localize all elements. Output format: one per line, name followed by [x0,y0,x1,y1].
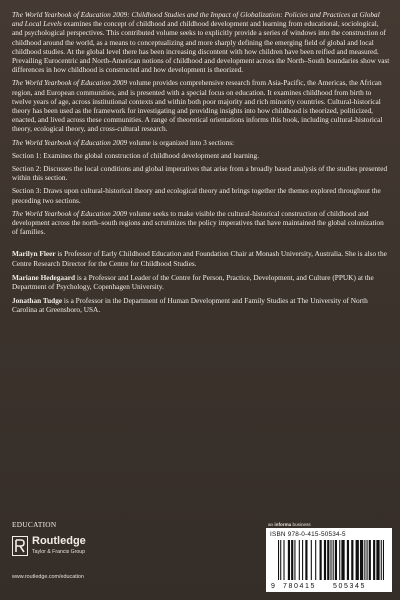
barcode-bar [288,540,290,580]
barcode-bar [360,540,363,580]
publisher-group: Taylor & Francis Group [32,549,86,555]
barcode-bar [280,540,281,580]
barcode-bar [305,540,307,580]
routledge-r-icon [12,536,28,556]
publisher-name: Routledge [32,535,86,547]
description-paragraph-4: The World Yearbook of Education 2009 volume seeks to make visible the cultural-historical construction of childhood and development across the north–south regions and scrutinizes the policy imperatives that have maintained the global colonization of families. [12,208,384,237]
barcode-bar [339,540,340,580]
section-2-text: Section 2: Discusses the local conditions and global imperatives that arise from a broadly based analysis of the studies presented within this section. [12,164,388,183]
editor-bio: Jonathan Tudge is a Professor in the Department of Human Development and Family Studies at The University of North Carolina at Greensboro, USA. [12,296,368,315]
barcode-bar [299,540,300,580]
barcode-bar [320,540,322,580]
book-title-ref: The World Yearbook of Education 2009: Childhood Studies and the Impact of Globalization: Policies and Practices at Global and Local Levels [12,10,380,29]
publisher-logo [12,534,132,574]
barcode-graphic [270,540,388,590]
barcode-panel [266,528,392,592]
barcode-bar [327,540,329,580]
publisher-url[interactable]: www.routledge.com/education [12,574,84,580]
description-paragraph-2: The World Yearbook of Education 2009 volume provides comprehensive research from Asia-Pacific, the Americas, the African region, and European communities, and is presented with a special focus on education. It examines childhood from birth to twelve years of age, across institutional contexts and within both poor majority and rich minority countries. Cultural-historical theory has been used as the framework for investigating and providing insights into how childhood is theorized, politicized, enacted, and lived across these communities. A range of theoretical orientations informs this book, including cultural-historical theory, ecological theory, and cross-cultural research. [12,78,383,134]
editor-name: Jonathan Tudge [12,296,63,306]
section-1-text: Section 1: Examines the global construction of childhood development and learning. [12,150,260,160]
isbn-label: ISBN 978-0-415-50534-5 [270,531,346,538]
barcode-bar [351,540,353,580]
barcode-bar [376,540,379,580]
barcode-bar [333,540,334,580]
subject-category: EDUCATION [12,520,57,529]
section-3-text: Section 3: Draws upon cultural-historical theory and ecological theory and brings together the themes explored throughout the preceding two sections. [12,186,381,205]
barcode-bar [367,540,368,580]
editor-bio: Marilyn Fleer is Professor of Early Childhood Education and Foundation Chair at Monash University, Australia. She is also the Centre Research Director for the Centre for Childhood Studies. [12,249,387,268]
description-paragraph-3: The World Yearbook of Education 2009 volume is organized into 3 sections: [12,137,235,147]
barcode-bar [356,540,359,580]
editor-bio: Mariane Hedegaard is a Professor and Leader of the Centre for Person, Practice, Development, and Culture (PPUK) at the Department of Psychology, Copenhagen University. [12,272,374,292]
barcode-bar [347,540,349,580]
barcode-bar [315,540,316,580]
barcode-bar [294,540,295,580]
description-paragraph-1: The World Yearbook of Education 2009: Childhood Studies and the Impact of Globalization: Policies and Practices at Global and Local Levels examines the concept of childhood and childhood development and learning from educational, sociological, and psychological perspectives. This contributed volume seeks to explicitly provide a series of windows into the construction of childhood around the world, as a means to conceptualizing and more sharply defining the emerging field of global and local childhood studies. At the global level there has been increasing discontent with how children have been reified and measured. Prevailing Eurocentric and North-American notions of childhood and development across the North–South boundaries show vast differences in how childhood is constructed and how development is theorized. [12,10,390,75]
informa-business-tag: an informa business [268,522,311,527]
barcode-bar [335,540,337,580]
book-title-ref: The World Yearbook of Education 2009 [12,208,128,218]
barcode-bar [381,540,382,580]
book-title-ref: The World Yearbook of Education 2009 [12,78,128,88]
barcode-bar [383,540,384,580]
barcode-bar [373,540,375,580]
barcode-bar [341,540,344,580]
barcode-digit-lead: 9 [271,583,275,590]
editor-bios [12,249,390,314]
barcode-bar [369,540,371,580]
barcode-bar [302,540,303,580]
barcode-digits-left: 780415 [283,583,316,590]
barcode-bar [291,540,293,580]
book-title-ref: The World Yearbook of Education 2009 [12,137,128,147]
barcode-bar [330,540,331,580]
barcode-digits-right: 505345 [333,583,366,590]
editor-name: Mariane Hedegaard [12,272,76,282]
barcode-bar [324,540,326,580]
barcode-bar [364,540,365,580]
back-cover-text [12,10,390,320]
barcode-bar [311,540,312,580]
barcode-bar [283,540,284,580]
editor-name: Marilyn Fleer [12,249,56,259]
barcode-bar [278,540,279,580]
